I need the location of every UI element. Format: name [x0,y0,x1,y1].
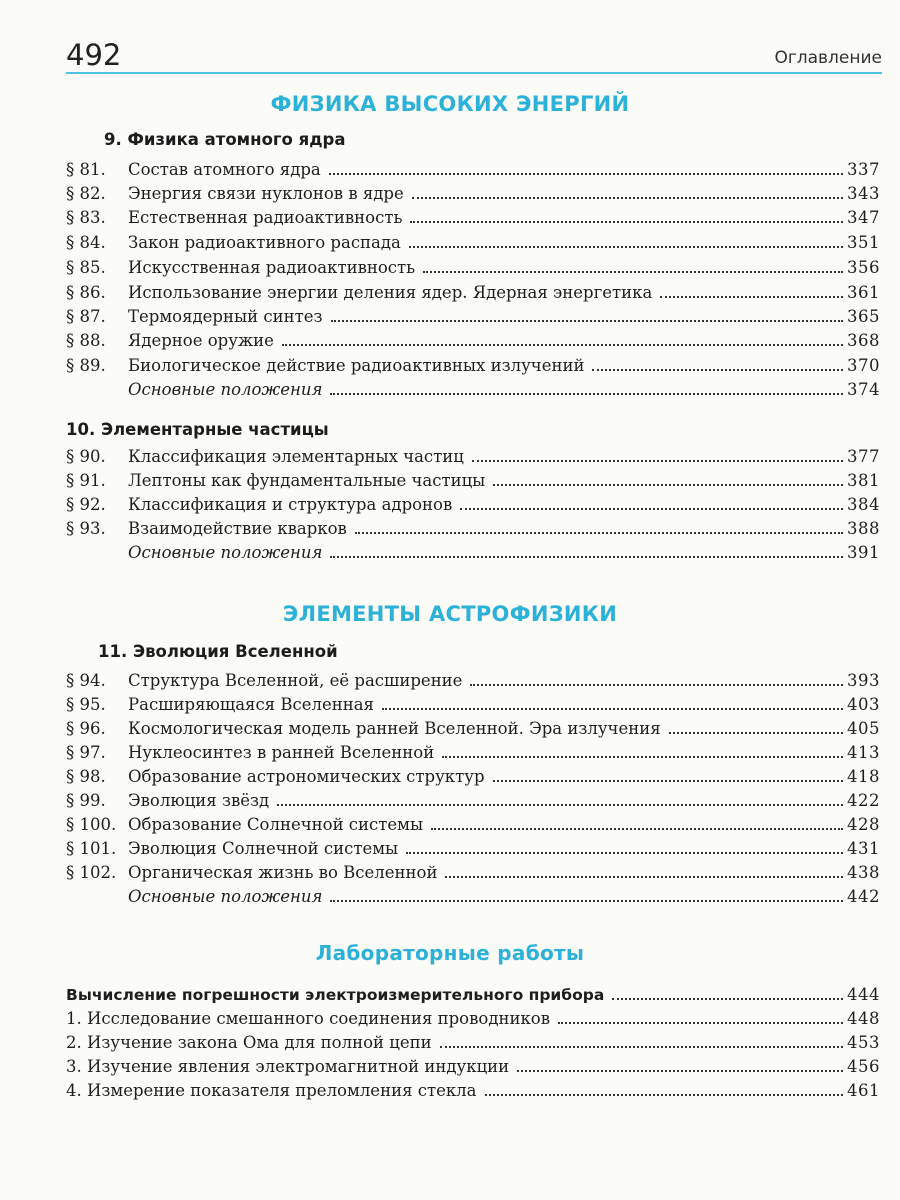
entry-title: Структура Вселенной, её расширение [128,671,463,690]
dot-leader [329,158,843,175]
lab-page: 456 [847,1057,880,1076]
entry-title: Эволюция Солнечной системы [128,839,399,858]
toc-entry-89[interactable] [66,354,880,378]
entry-page: 351 [847,233,880,252]
entry-page: 365 [847,307,880,326]
lab-page: 453 [847,1033,880,1052]
entry-page: 356 [847,258,880,277]
entry-title: Ядерное оружие [128,331,274,350]
dot-leader [558,1007,843,1024]
toc-entry-81[interactable] [66,158,880,182]
dot-leader [431,813,843,830]
dot-leader [409,231,843,248]
toc-summary-ch11[interactable] [66,885,880,909]
entry-page: 418 [847,767,880,786]
entry-title: Использование энергии деления ядер. Ядерная энергетика [128,283,653,302]
dot-leader [592,354,843,371]
entry-title: Образование астрономических структур [128,767,485,786]
entry-title: Нуклеосинтез в ранней Вселенной [128,743,435,762]
lab-entry-1[interactable] [66,1007,880,1031]
entry-page: 422 [847,791,880,810]
lab-entry-4[interactable] [66,1079,880,1103]
entry-number: § 102. [66,863,117,882]
dot-leader [330,885,843,902]
entry-page: 384 [847,495,880,514]
entry-title: Закон радиоактивного распада [128,233,401,252]
entry-title: Образование Солнечной системы [128,815,424,834]
dot-leader [277,789,843,806]
lab-title: Вычисление погрешности электроизмерительного прибора [66,986,605,1004]
entry-page: 413 [847,743,880,762]
lab-title: 1. Исследование смешанного соединения проводников [66,1009,551,1028]
dot-leader [470,669,843,686]
dot-leader [355,517,843,534]
toc-entry-82[interactable] [66,182,880,206]
dot-leader [382,693,843,710]
entry-number: § 95. [66,695,106,714]
lab-title: 4. Измерение показателя преломления стекла [66,1081,477,1100]
toc-entry-91[interactable] [66,469,880,493]
part-title-astrophysics: ЭЛЕМЕНТЫ АСТРОФИЗИКИ [282,602,618,626]
toc-entry-100[interactable] [66,813,880,837]
chapter-title-10: 10. Элементарные частицы [66,420,329,439]
dot-leader [660,281,843,298]
entry-page: 388 [847,519,880,538]
entry-title: Термоядерный синтез [128,307,323,326]
summary-title: Основные положения [128,380,323,399]
dot-leader [669,717,843,734]
dot-leader [445,861,843,878]
entry-page: 337 [847,160,880,179]
dot-leader [331,305,844,322]
chapter-title-9: 9. Физика атомного ядра [104,130,346,149]
summary-title: Основные положения [128,543,323,562]
entry-page: 347 [847,208,880,227]
toc-summary-ch9[interactable] [66,378,880,402]
dot-leader [442,741,843,758]
entry-page: 361 [847,283,880,302]
entry-title: Классификация и структура адронов [128,495,453,514]
entry-page: 381 [847,471,880,490]
entry-number: § 87. [66,307,106,326]
entry-title: Эволюция звёзд [128,791,270,810]
dot-leader [423,256,843,273]
dot-leader [330,378,843,395]
toc-entry-83[interactable] [66,206,880,230]
entry-title: Классификация элементарных частиц [128,447,464,466]
entry-number: § 82. [66,184,106,203]
toc-entry-101[interactable] [66,837,880,861]
page-header [66,36,882,74]
entry-page: 393 [847,671,880,690]
toc-entry-102[interactable] [66,861,880,885]
lab-page: 461 [847,1081,880,1100]
entry-number: § 99. [66,791,106,810]
entry-page: 343 [847,184,880,203]
lab-entry-error[interactable] [66,983,880,1007]
entry-page: 442 [847,887,880,906]
entry-page: 428 [847,815,880,834]
entry-number: § 88. [66,331,106,350]
toc-summary-ch10[interactable] [66,541,880,565]
entry-title: Искусственная радиоактивность [128,258,416,277]
entry-title: Космологическая модель ранней Вселенной. Эра излучения [128,719,661,738]
toc-entry-90[interactable] [66,445,880,469]
entry-page: 431 [847,839,880,858]
dot-leader [517,1055,843,1072]
entry-number: § 85. [66,258,106,277]
entry-number: § 84. [66,233,106,252]
dot-leader [282,329,843,346]
entry-number: § 97. [66,743,106,762]
entry-page: 368 [847,331,880,350]
toc-entry-85[interactable] [66,256,880,280]
entry-title: Расширяющаяся Вселенная [128,695,374,714]
part-title-high-energy: ФИЗИКА ВЫСОКИХ ЭНЕРГИЙ [270,92,630,116]
toc-entry-84[interactable] [66,231,880,255]
toc-entry-96[interactable] [66,717,880,741]
toc-entry-95[interactable] [66,693,880,717]
entry-number: § 100. [66,815,117,834]
entry-page: 405 [847,719,880,738]
entry-number: § 94. [66,671,106,690]
entry-page: 438 [847,863,880,882]
dot-leader [612,983,843,1000]
entry-page: 391 [847,543,880,562]
entry-title: Естественная радиоактивность [128,208,403,227]
dot-leader [493,469,843,486]
entry-page: 370 [847,356,880,375]
entry-page: 377 [847,447,880,466]
entry-number: § 98. [66,767,106,786]
entry-page: 403 [847,695,880,714]
running-head: Оглавление [774,48,882,68]
entry-number: § 81. [66,160,106,179]
lab-page: 444 [847,985,880,1004]
entry-page: 374 [847,380,880,399]
entry-number: § 96. [66,719,106,738]
toc-entry-88[interactable] [66,329,880,353]
lab-page: 448 [847,1009,880,1028]
chapter-title-11: 11. Эволюция Вселенной [98,642,338,661]
dot-leader [485,1079,844,1096]
entry-number: § 90. [66,447,106,466]
page-number: 492 [66,38,122,72]
toc-entry-87[interactable] [66,305,880,329]
lab-entry-3[interactable] [66,1055,880,1079]
dot-leader [493,765,843,782]
dot-leader [410,206,843,223]
dot-leader [330,541,843,558]
dot-leader [472,445,843,462]
toc-entry-92[interactable] [66,493,880,517]
entry-title: Биологическое действие радиоактивных излучений [128,356,585,375]
toc-entry-98[interactable] [66,765,880,789]
entry-title: Органическая жизнь во Вселенной [128,863,438,882]
entry-number: § 101. [66,839,117,858]
entry-number: § 89. [66,356,106,375]
entry-number: § 92. [66,495,106,514]
dot-leader [460,493,843,510]
toc-entry-99[interactable] [66,789,880,813]
lab-title: 2. Изучение закона Ома для полной цепи [66,1033,432,1052]
entry-title: Состав атомного ядра [128,160,321,179]
entry-number: § 93. [66,519,106,538]
dot-leader [406,837,843,854]
summary-title: Основные положения [128,887,323,906]
toc-entry-93[interactable] [66,517,880,541]
dot-leader [440,1031,843,1048]
entry-title: Лептоны как фундаментальные частицы [128,471,486,490]
entry-title: Энергия связи нуклонов в ядре [128,184,404,203]
toc-entry-86[interactable] [66,281,880,305]
labs-title: Лабораторные работы [315,941,585,965]
lab-entry-2[interactable] [66,1031,880,1055]
entry-number: § 86. [66,283,106,302]
lab-title: 3. Изучение явления электромагнитной индукции [66,1057,510,1076]
entry-number: § 83. [66,208,106,227]
dot-leader [412,182,843,199]
toc-entry-97[interactable] [66,741,880,765]
toc-entry-94[interactable] [66,669,880,693]
entry-title: Взаимодействие кварков [128,519,347,538]
entry-number: § 91. [66,471,106,490]
